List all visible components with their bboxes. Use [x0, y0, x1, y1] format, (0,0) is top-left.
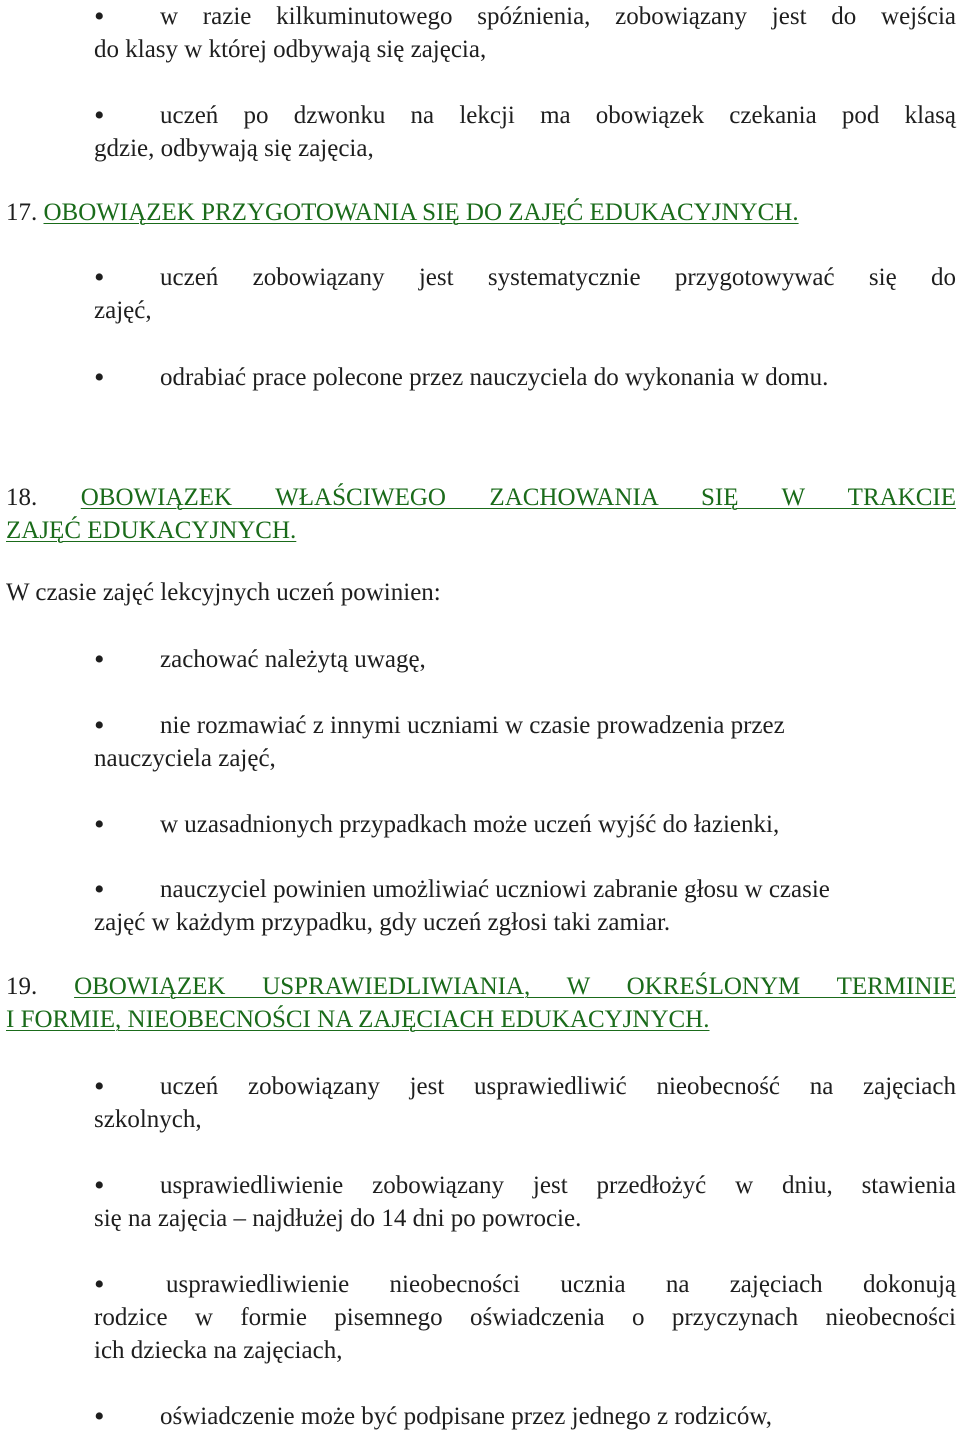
bullet-icon: •	[94, 1070, 105, 1103]
list-item: uczeń zobowiązany jest systematycznie przygotowywać się do	[160, 264, 956, 291]
section-title: ZAJĘĆ EDUKACYJNYCH.	[6, 517, 297, 544]
section-title-continuation	[6, 516, 296, 546]
list-item: w uzasadnionych przypadkach może uczeń wyjść do łazienki,	[160, 811, 780, 838]
section-title: I FORMIE, NIEOBECNOŚCI NA ZAJĘCIACH EDUKACYJNYCH.	[6, 1006, 710, 1033]
bullet-icon: •	[94, 261, 105, 294]
list-item: odrabiać prace polecone przez nauczyciela do wykonania w domu.	[160, 364, 829, 391]
section-number: 19.	[6, 973, 38, 1000]
list-item-continuation: gdzie, odbywają się zajęcia,	[94, 135, 374, 162]
list-item: usprawiedliwienie zobowiązany jest przedłożyć w dniu, stawienia	[160, 1172, 956, 1199]
list-item-continuation: się na zajęcia – najdłużej do 14 dni po powrocie.	[94, 1205, 582, 1232]
bullet-icon: •	[94, 1268, 105, 1301]
list-item: uczeń po dzwonku na lekcji ma obowiązek czekania pod klasą	[160, 102, 956, 129]
section-title: OBOWIĄZEK PRZYGOTOWANIA SIĘ DO ZAJĘĆ EDUKACYJNYCH.	[43, 199, 799, 226]
bullet-icon: •	[94, 1169, 105, 1202]
list-item-continuation: nauczyciela zajęć,	[94, 745, 276, 772]
list-item-continuation: zajęć w każdym przypadku, gdy uczeń zgłosi taki zamiar.	[94, 909, 671, 936]
bullet-icon: •	[94, 99, 105, 132]
list-item: nauczyciel powinien umożliwiać uczniowi zabranie głosu w czasie	[160, 876, 830, 903]
list-item: uczeń zobowiązany jest usprawiedliwić nieobecność na zajęciach	[160, 1073, 956, 1100]
paragraph: W czasie zajęć lekcyjnych uczeń powinien:	[6, 579, 441, 606]
bullet-icon: •	[94, 361, 105, 394]
bullet-icon: •	[94, 643, 105, 676]
list-item: w razie kilkuminutowego spóźnienia, zobowiązany jest do wejścia	[160, 3, 956, 30]
list-item: nie rozmawiać z innymi uczniami w czasie prowadzenia przez	[160, 712, 785, 739]
section-title: OBOWIĄZEK WŁAŚCIWEGO ZACHOWANIA SIĘ W TRAKCIE	[80, 484, 957, 511]
list-item-continuation: zajęć,	[94, 297, 152, 324]
section-heading-19	[6, 972, 956, 1002]
bullet-icon: •	[94, 709, 105, 742]
list-item: oświadczenie może być podpisane przez jednego z rodziców,	[160, 1403, 772, 1430]
list-item-continuation: ich dziecka na zajęciach,	[94, 1337, 343, 1364]
section-heading-18	[6, 483, 956, 513]
section-heading-17	[6, 198, 799, 228]
list-item: zachować należytą uwagę,	[160, 646, 426, 673]
list-item-continuation: do klasy w której odbywają się zajęcia,	[94, 36, 487, 63]
list-item-continuation: szkolnych,	[94, 1106, 202, 1133]
list-item: usprawiedliwienie nieobecności ucznia na zajęciach dokonują	[166, 1271, 956, 1298]
section-number: 17.	[6, 199, 38, 226]
bullet-icon: •	[94, 0, 105, 33]
section-number: 18.	[6, 484, 38, 511]
section-title: OBOWIĄZEK USPRAWIEDLIWIANIA, W OKREŚLONYM TERMINIE	[74, 973, 957, 1000]
bullet-icon: •	[94, 1400, 105, 1433]
section-title-continuation	[6, 1005, 710, 1035]
bullet-icon: •	[94, 808, 105, 841]
list-item-continuation: rodzice w formie pisemnego oświadczenia o przyczynach nieobecności	[94, 1304, 956, 1331]
bullet-icon: •	[94, 873, 105, 906]
